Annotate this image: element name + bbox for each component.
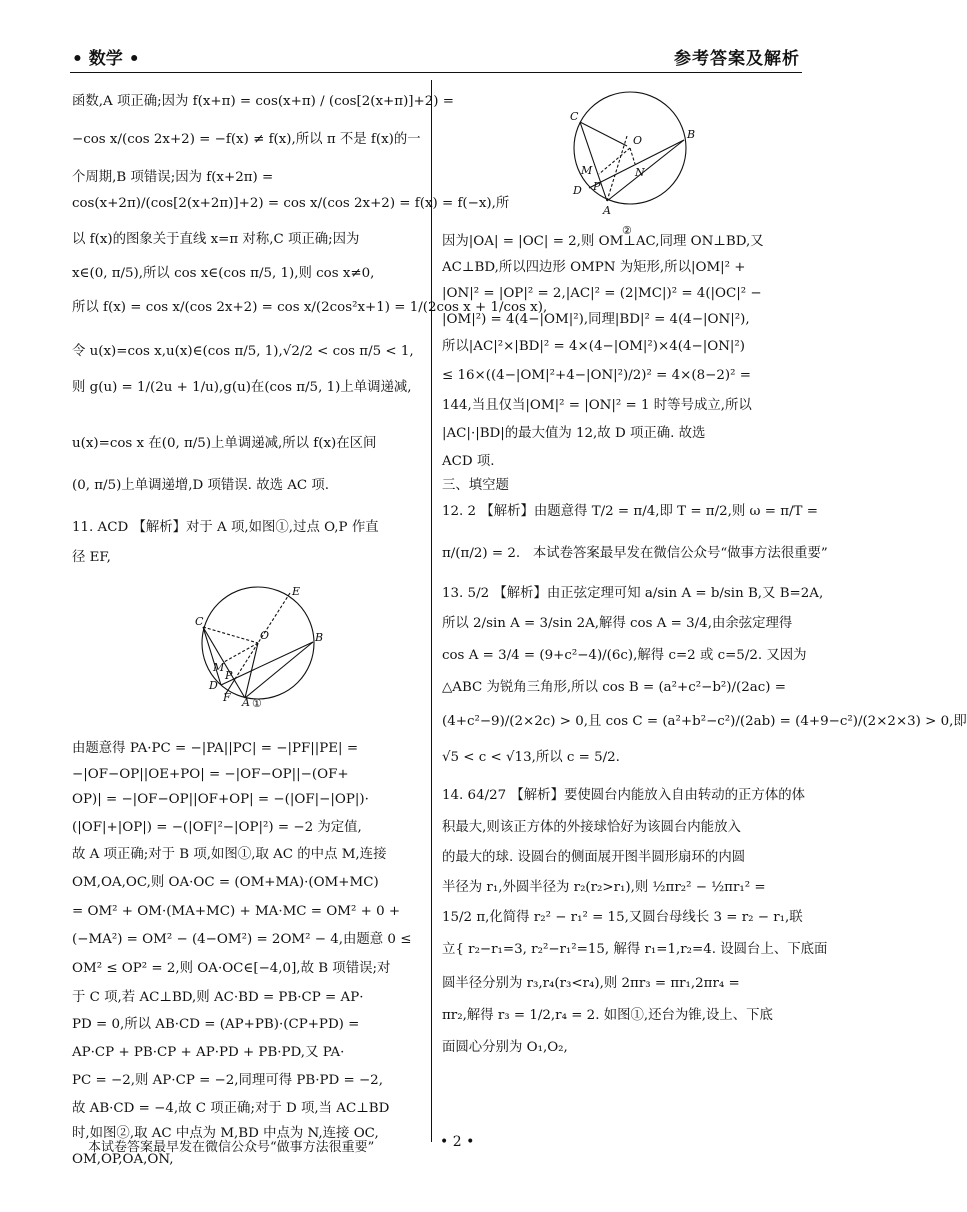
figure1-point-label: A (242, 696, 250, 709)
right-text-line: △ABC 为锐角三角形,所以 cos B = (a²+c²−b²)/(2ac) = (442, 680, 786, 695)
left-text-line: 由题意得 PA·PC = −|PA||PC| = −|PF||PE| = (72, 741, 359, 756)
left-text-line: (0, π/5)上单调递增,D 项错误. 故选 AC 项. (72, 478, 330, 493)
left-text-line: −cos x/(cos 2x+2) = −f(x) ≠ f(x),所以 π 不是 f(x)的一 (72, 132, 421, 147)
figure1-point-label: B (315, 631, 324, 644)
right-text-line: π/(π/2) = 2. 本试卷答案最早发在微信公众号“做事方法很重要” (442, 546, 828, 561)
figure2-point-label: M (581, 164, 593, 177)
figure1-point-label: E (292, 585, 301, 598)
figure1-point-label: M (213, 661, 225, 674)
left-text-line: 故 AB·CD = −4,故 C 项正确;对于 D 项,当 AC⊥BD (72, 1101, 390, 1116)
left-text-line: 令 u(x)=cos x,u(x)∈(cos π/5, 1),√2/2 < cos π/5 < 1, (72, 344, 414, 359)
left-text-line: OM,OA,OC,则 OA·OC = (OM+MA)·(OM+MC) (72, 875, 379, 890)
right-text-line: √5 < c < √13,所以 c = 5/2. (442, 750, 620, 765)
figure1-point-label: P (225, 669, 233, 682)
figure-1 (195, 583, 345, 708)
footer-note: 本试卷答案最早发在微信公众号“做事方法很重要” (88, 1140, 375, 1155)
right-text-line: 14. 64/27 【解析】要使圆台内能放入自由转动的正方体的体 (442, 788, 805, 803)
left-text-line: PD = 0,所以 AB·CD = (AP+PB)·(CP+PD) = (72, 1017, 360, 1032)
left-text-line: = OM² + OM·(MA+MC) + MA·MC = OM² + 0 + (72, 904, 401, 919)
figure-2 (567, 96, 717, 236)
left-text-line: cos(x+2π)/(cos[2(x+2π)]+2) = cos x/(cos 2x+2) = f(x) = f(−x),所 (72, 196, 510, 211)
figure2-point-label: O (633, 134, 643, 147)
figure-2-caption: ② (622, 224, 632, 237)
left-text-line: 个周期,B 项错误;因为 f(x+2π) = (72, 170, 274, 185)
left-text-line: 以 f(x)的图象关于直线 x=π 对称,C 项正确;因为 (72, 232, 360, 247)
left-text-line: OM² ≤ OP² = 2,则 OA·OC∈[−4,0],故 B 项错误;对 (72, 961, 391, 976)
figure1-point-label: F (223, 691, 231, 704)
right-text-line: AC⊥BD,所以四边形 OMPN 为矩形,所以|OM|² + (442, 260, 746, 275)
figure-2-geometry (574, 92, 686, 204)
left-text-line: PC = −2,则 AP·CP = −2,同理可得 PB·PD = −2, (72, 1073, 383, 1088)
right-text-line: 所以|AC|²×|BD|² = 4×(4−|OM|²)×4(4−|ON|²) (442, 339, 746, 354)
right-text-line: 三、填空题 (442, 478, 509, 493)
right-text-line: 144,当且仅当|OM|² = |ON|² = 1 时等号成立,所以 (442, 398, 752, 413)
left-text-line: 11. ACD 【解析】对于 A 项,如图①,过点 O,P 作直 (72, 520, 379, 535)
right-text-line: |AC|·|BD|的最大值为 12,故 D 项正确. 故选 (442, 426, 706, 441)
figure2-point-label: D (573, 184, 582, 197)
right-text-line: ≤ 16×((4−|OM|²+4−|ON|²)/2)² = 4×(8−2)² = (442, 368, 751, 383)
right-text-line: 15/2 π,化简得 r₂² − r₁² = 15,又圆台母线长 3 = r₂ − r₁,联 (442, 910, 803, 925)
figure2-point-label: C (570, 110, 579, 123)
left-text-line: 故 A 项正确;对于 B 项,如图①,取 AC 的中点 M,连接 (72, 847, 387, 862)
left-text-line: x∈(0, π/5),所以 cos x∈(cos π/5, 1),则 cos x≠0, (72, 266, 375, 281)
subject-label: • 数学 • (72, 49, 140, 69)
right-text-line: 因为|OA| = |OC| = 2,则 OM⊥AC,同理 ON⊥BD,又 (442, 234, 764, 249)
left-text-line: OM,OP,OA,ON, (72, 1152, 174, 1167)
right-text-line: 的最大的球. 设圆台的侧面展开图半圆形扇环的内圆 (442, 850, 746, 865)
left-text-line: OP)| = −|OF−OP||OF+OP| = −(|OF|−|OP|)· (72, 792, 369, 807)
left-text-line: 函数,A 项正确;因为 f(x+π) = cos(x+π) / (cos[2(x+π)]+2) = (72, 94, 454, 109)
left-text-line: (|OF|+|OP|) = −(|OF|²−|OP|²) = −2 为定值, (72, 820, 362, 835)
left-text-line: u(x)=cos x 在(0, π/5)上单调递减,所以 f(x)在区间 (72, 436, 377, 451)
figure2-point-label: A (603, 204, 611, 217)
right-text-line: 圆半径分别为 r₃,r₄(r₃<r₄),则 2πr₃ = πr₁,2πr₄ = (442, 976, 740, 991)
page-title: 参考答案及解析 (674, 49, 800, 69)
page-number: • 2 • (440, 1134, 475, 1150)
left-text-line: −|OF−OP||OE+PO| = −|OF−OP||−(OF+ (72, 767, 349, 782)
figure1-point-label: O (260, 629, 270, 642)
left-text-line: 则 g(u) = 1/(2u + 1/u),g(u)在(cos π/5, 1)上单调递减, (72, 380, 412, 395)
right-text-line: 面圆心分别为 O₁,O₂, (442, 1040, 568, 1055)
left-text-line: 径 EF, (72, 550, 111, 565)
right-text-line: |ON|² = |OP|² = 2,|AC|² = (2|MC|)² = 4(|OC|² − (442, 286, 762, 301)
right-text-line: 立{ r₂−r₁=3, r₂²−r₁²=15, 解得 r₁=1,r₂=4. 设圆台上、下底面 (442, 942, 828, 957)
right-text-line: 12. 2 【解析】由题意得 T/2 = π/4,即 T = π/2,则 ω = π/T = (442, 504, 818, 519)
figure2-point-label: P (593, 180, 601, 193)
column-divider (431, 80, 432, 1142)
figure1-point-label: D (209, 679, 218, 692)
right-text-line: πr₂,解得 r₃ = 1/2,r₄ = 2. 如图①,还台为锥,设上、下底 (442, 1008, 773, 1023)
right-text-line: |OM|²) = 4(4−|OM|²),同理|BD|² = 4(4−|ON|²), (442, 312, 750, 327)
left-text-line: AP·CP + PB·CP + AP·PD + PB·PD,又 PA· (72, 1045, 345, 1060)
right-text-line: 所以 2/sin A = 3/sin 2A,解得 cos A = 3/4,由余弦定理得 (442, 616, 793, 631)
figure2-point-label: N (635, 166, 645, 179)
right-text-line: ACD 项. (442, 454, 495, 469)
figure-1-caption: ① (252, 697, 262, 710)
right-text-line: (4+c²−9)/(2×2c) > 0,且 cos C = (a²+b²−c²)/(2ab) = (4+9−c²)/(2×2×3) > 0,即 (442, 714, 967, 729)
figure1-point-label: C (195, 615, 204, 628)
left-text-line: 所以 f(x) = cos x/(cos 2x+2) = cos x/(2cos²x+1) = 1/(2cos x + 1/cos x), (72, 300, 548, 315)
left-text-line: 时,如图②,取 AC 中点为 M,BD 中点为 N,连接 OC, (72, 1126, 379, 1141)
figure2-point-label: B (687, 128, 696, 141)
left-text-line: 于 C 项,若 AC⊥BD,则 AC·BD = PB·CP = AP· (72, 990, 364, 1005)
right-text-line: 半径为 r₁,外圆半径为 r₂(r₂>r₁),则 ½πr₂² − ½πr₁² = (442, 880, 766, 895)
figure-1-geometry (202, 587, 314, 699)
header-divider (70, 72, 802, 73)
right-text-line: 积最大,则该正方体的外接球恰好为该圆台内能放入 (442, 820, 741, 835)
right-text-line: cos A = 3/4 = (9+c²−4)/(6c),解得 c=2 或 c=5/2. 又因为 (442, 648, 807, 663)
left-text-line: (−MA²) = OM² − (4−OM²) = 2OM² − 4,由题意 0 ≤ (72, 932, 412, 947)
right-text-line: 13. 5/2 【解析】由正弦定理可知 a/sin A = b/sin B,又 B=2A, (442, 586, 824, 601)
